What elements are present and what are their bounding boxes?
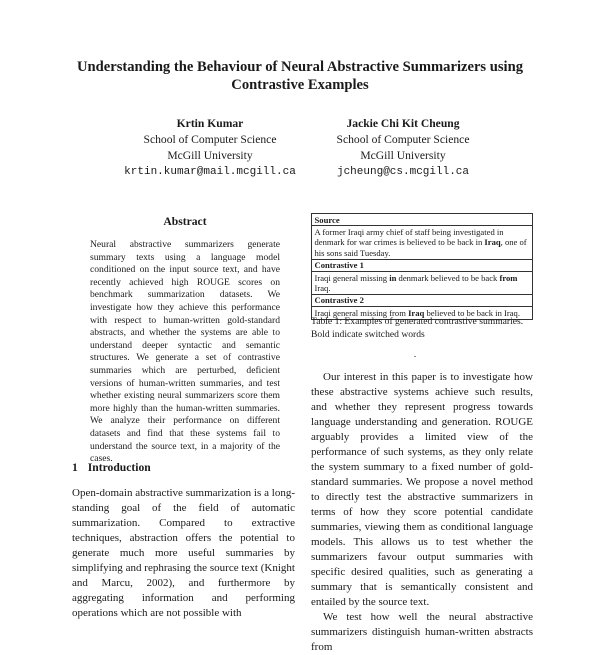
table-caption: Table 1: Examples of generated contrastive summaries. Bold indicate switched words [311, 316, 524, 340]
section-title: Introduction [87, 461, 151, 474]
author-name: Jackie Chi Kit Cheung [346, 117, 460, 130]
introduction-paragraph: Open-domain abstractive summarization is a long-standing goal of the field of automatic summarization. Compared to extractive techniques, abstraction offers the potential to generate much more useful summaries by simplifying and rephrasing the source text (Knight and Marcu, 2002), and furthermore by aggregating information and performing operations which are not possible with [72, 487, 295, 619]
divider [414, 356, 416, 357]
author-university: McGill University [360, 149, 446, 162]
right-column-text [311, 370, 533, 655]
author-block-2 [293, 116, 513, 180]
author-email: jcheung@cs.mcgill.ca [336, 166, 470, 178]
table-contrastive-2-label: Contrastive 2 [312, 294, 533, 306]
body-paragraph: Our interest in this paper is to investigate how these abstractive systems achieve such results, and whether they represent progress towards language understanding and generation. ROUGE arguably provides a limited view of the performance of such systems, as they only relate the system summary to a fixed number of gold-standard summaries. We propose a novel method to directly test the abstractive summarizers in terms of how they score potential candidate summaries, viewing them as conditional language models. This allows us to test whether the summarizers favour output summaries with specific desired qualities, such as generating a summary that is semantically consistent and entailed by the source text. [311, 371, 533, 608]
table-contrastive-1-label: Contrastive 1 [312, 259, 533, 271]
body-paragraph: We test how well the neural abstractive summarizers distinguish human-written abstracts from [311, 611, 533, 653]
section-heading-introduction [72, 461, 151, 474]
author-name: Krtin Kumar [176, 117, 244, 130]
author-university: McGill University [167, 149, 253, 162]
table-source-label: Source [312, 214, 533, 226]
title-line-2: Contrastive Examples [231, 77, 369, 93]
author-affiliation: School of Computer Science [336, 133, 470, 146]
table-contrastive-2-text: Iraqi general missing from Iraq believed to be back in Iraq. [312, 307, 533, 319]
title-line-1: Understanding the Behaviour of Neural Abstractive Summarizers using [76, 59, 524, 75]
introduction-text [72, 486, 295, 621]
author-email: krtin.kumar@mail.mcgill.ca [124, 166, 296, 178]
abstract-heading: Abstract [163, 215, 207, 228]
author-affiliation: School of Computer Science [143, 133, 277, 146]
section-number: 1 [72, 461, 78, 474]
paper-title [60, 58, 540, 94]
author-block-1 [100, 116, 320, 180]
table-contrastive-1-text: Iraqi general missing in denmark believed to be back from Iraq. [312, 272, 533, 295]
abstract-text: Neural abstractive summarizers generate summary texts using a language model conditioned on the input source text, and have recently achieved high ROUGE scores on benchmark summarization datasets. We investigate how they achieve this performance with respect to human-written gold-standard abstracts, and whether the systems are able to understand deeper syntactic and semantic structures. We generate a set of contrastive summaries which are perturbed, deficient versions of human-written summaries, and test whether existing neural summarizers score them more highly than the human-written summaries. We analyze their performance on different datasets and find that these systems fail to understand the source text, in a majority of the cases. [90, 239, 280, 465]
contrastive-examples-table [311, 213, 533, 320]
table-source-text: A former Iraqi army chief of staff being investigated in denmark for war crimes is believed to be back in Iraq, one of his sons said Tuesday. [312, 226, 533, 259]
